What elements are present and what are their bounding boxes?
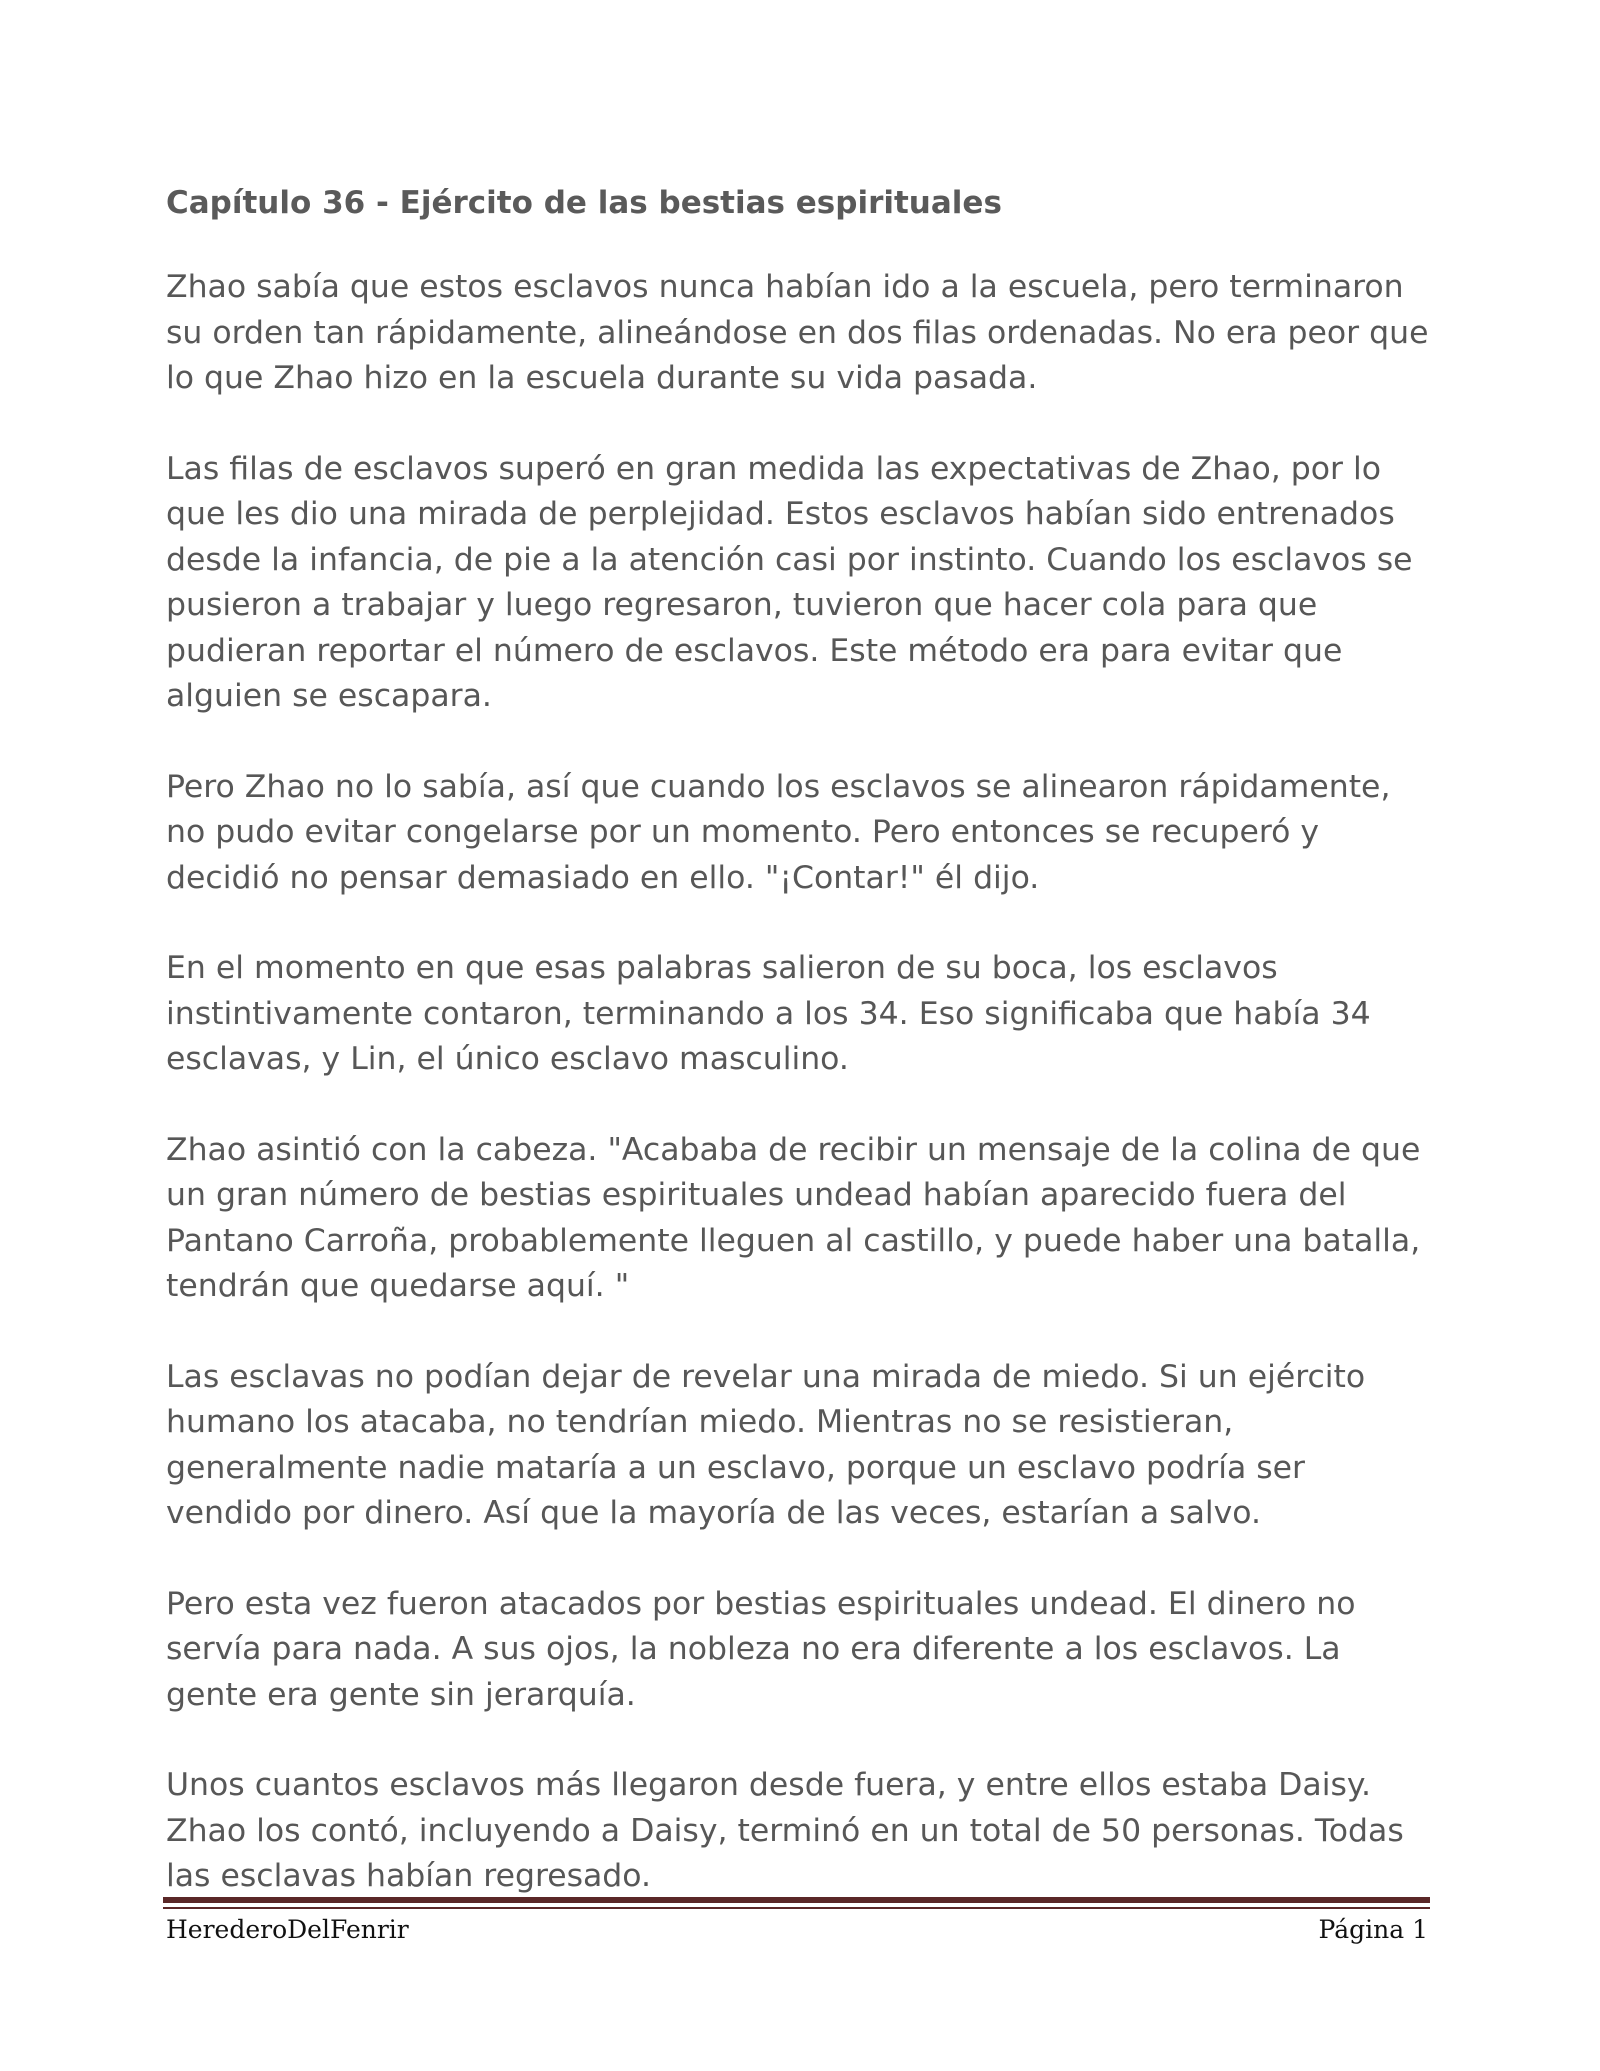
paragraph-1: Zhao sabía que estos esclavos nunca habían ido a la escuela, pero terminaron su orden tan rápidamente, alineándose en dos filas ordenadas. No era peor que lo que Zhao hizo en la escuela durante su vida pasada. — [166, 269, 1429, 396]
paragraph-5: Zhao asintió con la cabeza. "Acababa de recibir un mensaje de la colina de que un gran número de bestias espirituales undead habían aparecido fuera del Pantano Carroña, probablemente lleguen al castillo, y puede haber una batalla, tendrán que quedarse aquí. " — [166, 1131, 1421, 1304]
paragraph-2: Las filas de esclavos superó en gran medida las expectativas de Zhao, por lo que les dio una mirada de perplejidad. Estos esclavos habían sido entrenados desde la infancia, de pie a la atención casi por instinto. Cuando los esclavos se pusieron a trabajar y luego regresaron, tuvieron que hacer cola para que pudieran reportar el número de esclavos. Este método era para evitar que alguien se escapara. — [166, 450, 1413, 714]
paragraph-8: Unos cuantos esclavos más llegaron desde fuera, y entre ellos estaba Daisy. Zhao los contó, incluyendo a Daisy, terminó en un total de 50 personas. Todas las esclavas habían regresado. — [166, 1767, 1404, 1894]
footer-divider-thin — [163, 1907, 1430, 1909]
paragraph-3: Pero Zhao no lo sabía, así que cuando los esclavos se alinearon rápidamente, no pudo evitar congelarse por un momento. Pero entonces se recuperó y decidió no pensar demasiado en ello. "¡Contar!" él dijo. — [166, 768, 1391, 896]
page-body — [166, 180, 1436, 1945]
chapter-title: Capítulo 36 - Ejército de las bestias espirituales — [166, 185, 1002, 221]
paragraph-4: En el momento en que esas palabras salieron de su boca, los esclavos instintivamente contaron, terminando a los 34. Eso significaba que había 34 esclavas, y Lin, el único esclavo masculino. — [166, 950, 1371, 1077]
paragraph-7: Pero esta vez fueron atacados por bestias espirituales undead. El dinero no servía para nada. A sus ojos, la nobleza no era diferente a los esclavos. La gente era gente sin jerarquía. — [166, 1585, 1356, 1713]
page-number: Página 1 — [1318, 1915, 1428, 1944]
page-footer — [166, 1912, 1428, 1948]
footer-author: HerederoDelFenrir — [166, 1915, 409, 1944]
paragraph-6: Las esclavas no podían dejar de revelar una mirada de miedo. Si un ejército humano los atacaba, no tendrían miedo. Mientras no se resistieran, generalmente nadie mataría a un esclavo, porque un esclavo podría ser vendido por dinero. Así que la mayoría de las veces, estarían a salvo. — [166, 1358, 1366, 1531]
footer-divider-thick — [163, 1897, 1430, 1903]
